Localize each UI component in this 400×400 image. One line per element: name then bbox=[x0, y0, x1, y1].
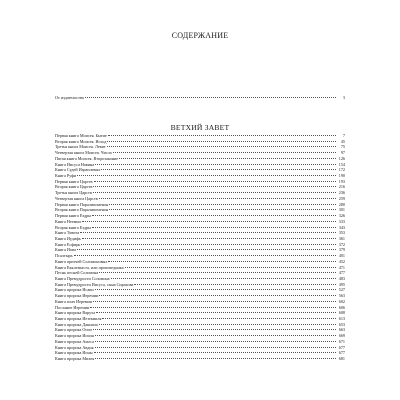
toc-entry-label: Вторая книга Ездры bbox=[55, 224, 91, 230]
toc-leader-dots bbox=[90, 307, 336, 308]
toc-leader-dots bbox=[95, 289, 336, 290]
toc-entry-label: От издательства bbox=[55, 95, 84, 100]
section-title: ВЕТХИЙ ЗАВЕТ bbox=[170, 123, 230, 132]
toc-entry-label: Книга Иова bbox=[55, 247, 76, 253]
toc-leader-dots bbox=[94, 181, 336, 182]
toc-entry-label: Книга пророка Осии bbox=[55, 327, 92, 333]
toc-leader-dots bbox=[109, 204, 336, 205]
toc-entry-page: 495 bbox=[338, 281, 345, 287]
toc-entry-label: Четвертая книга Моисея. Числа bbox=[55, 150, 112, 156]
toc-entry-page: 236 bbox=[338, 190, 345, 196]
toc-entry-page: 563 bbox=[338, 293, 345, 299]
toc-entry-page: 45 bbox=[340, 138, 345, 144]
toc-leader-dots bbox=[92, 227, 336, 228]
toc-entry-label: Книга пророка Исаии bbox=[55, 287, 94, 293]
toc-entry bbox=[55, 356, 345, 362]
toc-entry-label: Книга пророка Иезекииля bbox=[55, 316, 102, 321]
toc-leader-dots bbox=[134, 284, 336, 285]
toc-leader-dots bbox=[74, 255, 336, 256]
toc-entry-label: Книга пророка Даниила bbox=[55, 321, 98, 327]
toc-entry-label: Книга пророка Авдия bbox=[55, 344, 94, 350]
toc-entry-label: Псалтырь bbox=[55, 253, 73, 259]
toc-entry-label: Вторая книга Моисея. Исход bbox=[55, 138, 107, 144]
toc-entry-label: Песнь песней Соломона bbox=[55, 270, 99, 276]
toc-entry-page: 301 bbox=[338, 207, 345, 213]
toc-entry-page: 372 bbox=[338, 241, 345, 247]
toc-entry-label: Книга пророка Иеремии bbox=[55, 293, 99, 299]
toc-entry-page: 669 bbox=[338, 333, 345, 339]
toc-entry-label: Книга Товита bbox=[55, 230, 80, 236]
toc-entry-page: 677 bbox=[338, 350, 345, 356]
toc-entry-label: Первая книга Моисея. Бытие bbox=[55, 133, 107, 138]
toc-entry-page: 602 bbox=[338, 298, 345, 304]
toc-list bbox=[55, 133, 345, 362]
toc-leader-dots bbox=[101, 169, 336, 170]
toc-entry-page: 477 bbox=[338, 270, 345, 276]
toc-entry-page: 663 bbox=[338, 327, 345, 333]
toc-entry-label: Книга Неемии bbox=[55, 218, 81, 224]
toc-leader-dots bbox=[95, 341, 336, 342]
toc-entry-label: Послание Иеремии bbox=[55, 304, 90, 310]
toc-entry-label: Книга притчей Соломоновых bbox=[55, 258, 108, 264]
toc-entry-page: 343 bbox=[338, 224, 345, 230]
toc-leader-dots bbox=[107, 146, 336, 147]
toc-entry-page: 216 bbox=[338, 184, 345, 190]
toc-leader-dots bbox=[77, 249, 336, 250]
toc-leader-dots bbox=[96, 312, 336, 313]
toc-entry-page: 677 bbox=[338, 344, 345, 350]
toc-leader-dots bbox=[82, 221, 336, 222]
toc-leader-dots bbox=[99, 272, 336, 273]
toc-entry-page: 401 bbox=[338, 253, 345, 259]
toc-entry-label: Книга Есфирь bbox=[55, 241, 81, 247]
toc-entry-label: Книга Екклезиаста, или проповедника bbox=[55, 264, 124, 270]
toc-entry-label: Первая книга Царств bbox=[55, 178, 93, 184]
toc-leader-dots bbox=[92, 215, 336, 216]
toc-entry-label: Книга пророка Михея bbox=[55, 356, 95, 362]
toc-entry-label: Третья книга Моисея. Левит bbox=[55, 144, 106, 150]
toc-entry-label: Книга Судей Израилевых bbox=[55, 167, 101, 173]
toc-entry-label: Вторая книга Паралипоменон bbox=[55, 207, 109, 213]
toc-leader-dots bbox=[99, 295, 336, 296]
toc-leader-dots bbox=[108, 261, 336, 262]
toc-entry-label: Пятая книга Моисея. Второзаконие bbox=[55, 155, 119, 161]
toc-entry-page: 259 bbox=[338, 195, 345, 201]
toc-leader-dots bbox=[95, 347, 336, 348]
intro-toc-entry bbox=[55, 95, 345, 100]
toc-entry-label: Вторая книга Царств bbox=[55, 184, 93, 190]
toc-leader-dots bbox=[93, 186, 336, 187]
page-title: СОДЕРЖАНИЕ bbox=[171, 31, 229, 40]
toc-leader-dots bbox=[111, 278, 336, 279]
toc-leader-dots bbox=[81, 244, 336, 245]
toc-leader-dots bbox=[93, 301, 336, 302]
toc-leader-dots bbox=[113, 152, 336, 153]
toc-entry-label: Книга Иисуса Навина bbox=[55, 161, 95, 167]
toc-entry-page: 97 bbox=[340, 150, 345, 156]
toc-entry-page: 653 bbox=[338, 321, 345, 327]
toc-leader-dots bbox=[82, 238, 336, 239]
toc-entry-page: 361 bbox=[338, 235, 345, 241]
toc-entry-page: 333 bbox=[338, 218, 345, 224]
toc-leader-dots bbox=[77, 175, 336, 176]
toc-entry-page: 613 bbox=[338, 316, 345, 321]
toc-leader-dots bbox=[108, 135, 336, 136]
toc-entry-label: Книга плач Иеремии bbox=[55, 298, 93, 304]
toc-entry-page: 3 bbox=[342, 95, 345, 100]
toc-entry-page: 483 bbox=[338, 275, 345, 281]
toc-leader-dots bbox=[99, 198, 336, 199]
toc-leader-dots bbox=[94, 352, 336, 353]
toc-entry-label: Первая книга Паралипоменон bbox=[55, 201, 109, 207]
toc-leader-dots bbox=[125, 267, 336, 268]
toc-entry-label: Книга Премудрости Соломона bbox=[55, 275, 110, 281]
toc-entry-page: 606 bbox=[338, 304, 345, 310]
toc-leader-dots bbox=[93, 329, 336, 330]
toc-leader-dots bbox=[102, 318, 336, 319]
toc-entry-page: 353 bbox=[338, 230, 345, 236]
toc-entry-page: 75 bbox=[340, 144, 345, 150]
toc-entry-page: 280 bbox=[338, 201, 345, 207]
toc-entry-page: 681 bbox=[338, 356, 345, 362]
toc-entry-label: Третья книга Царств bbox=[55, 190, 92, 196]
toc-entry-page: 7 bbox=[342, 133, 345, 138]
toc-leader-dots bbox=[80, 232, 336, 233]
toc-leader-dots bbox=[95, 358, 336, 359]
toc-entry-page: 608 bbox=[338, 310, 345, 316]
toc-entry-page: 172 bbox=[338, 167, 345, 173]
toc-entry-page: 671 bbox=[338, 338, 345, 344]
toc-leader-dots bbox=[93, 192, 336, 193]
toc-leader-dots bbox=[85, 97, 336, 98]
toc-entry-label: Книга пророка Иоиля bbox=[55, 333, 94, 339]
toc-leader-dots bbox=[99, 324, 336, 325]
toc-leader-dots bbox=[95, 335, 336, 336]
toc-entry-label: Книга пророка Ионы bbox=[55, 350, 93, 356]
toc-entry-page: 154 bbox=[338, 161, 345, 167]
toc-entry-page: 379 bbox=[338, 247, 345, 253]
toc-entry-label: Книга пророка Варуха bbox=[55, 310, 96, 316]
toc-entry-page: 527 bbox=[338, 287, 345, 293]
toc-entry-label: Книга пророка Амоса bbox=[55, 338, 95, 344]
toc-entry-page: 452 bbox=[338, 258, 345, 264]
toc-entry-page: 326 bbox=[338, 213, 345, 219]
toc-entry-label: Первая книга Ездры bbox=[55, 213, 92, 219]
toc-entry-label: Книга Премудрости Иисуса, сына Сирахова bbox=[55, 281, 134, 287]
toc-entry-page: 126 bbox=[338, 155, 345, 161]
toc-entry-page: 190 bbox=[338, 173, 345, 179]
toc-entry-label: Книга Иудифь bbox=[55, 235, 81, 241]
toc-leader-dots bbox=[119, 158, 336, 159]
toc-leader-dots bbox=[95, 164, 336, 165]
toc-entry-page: 193 bbox=[338, 178, 345, 184]
toc-leader-dots bbox=[107, 141, 336, 142]
toc-entry-page: 471 bbox=[338, 264, 345, 270]
toc-entry-label: Книга Руфи bbox=[55, 173, 77, 179]
toc-entry-label: Четвертая книга Царств bbox=[55, 195, 98, 201]
toc-leader-dots bbox=[109, 209, 336, 210]
